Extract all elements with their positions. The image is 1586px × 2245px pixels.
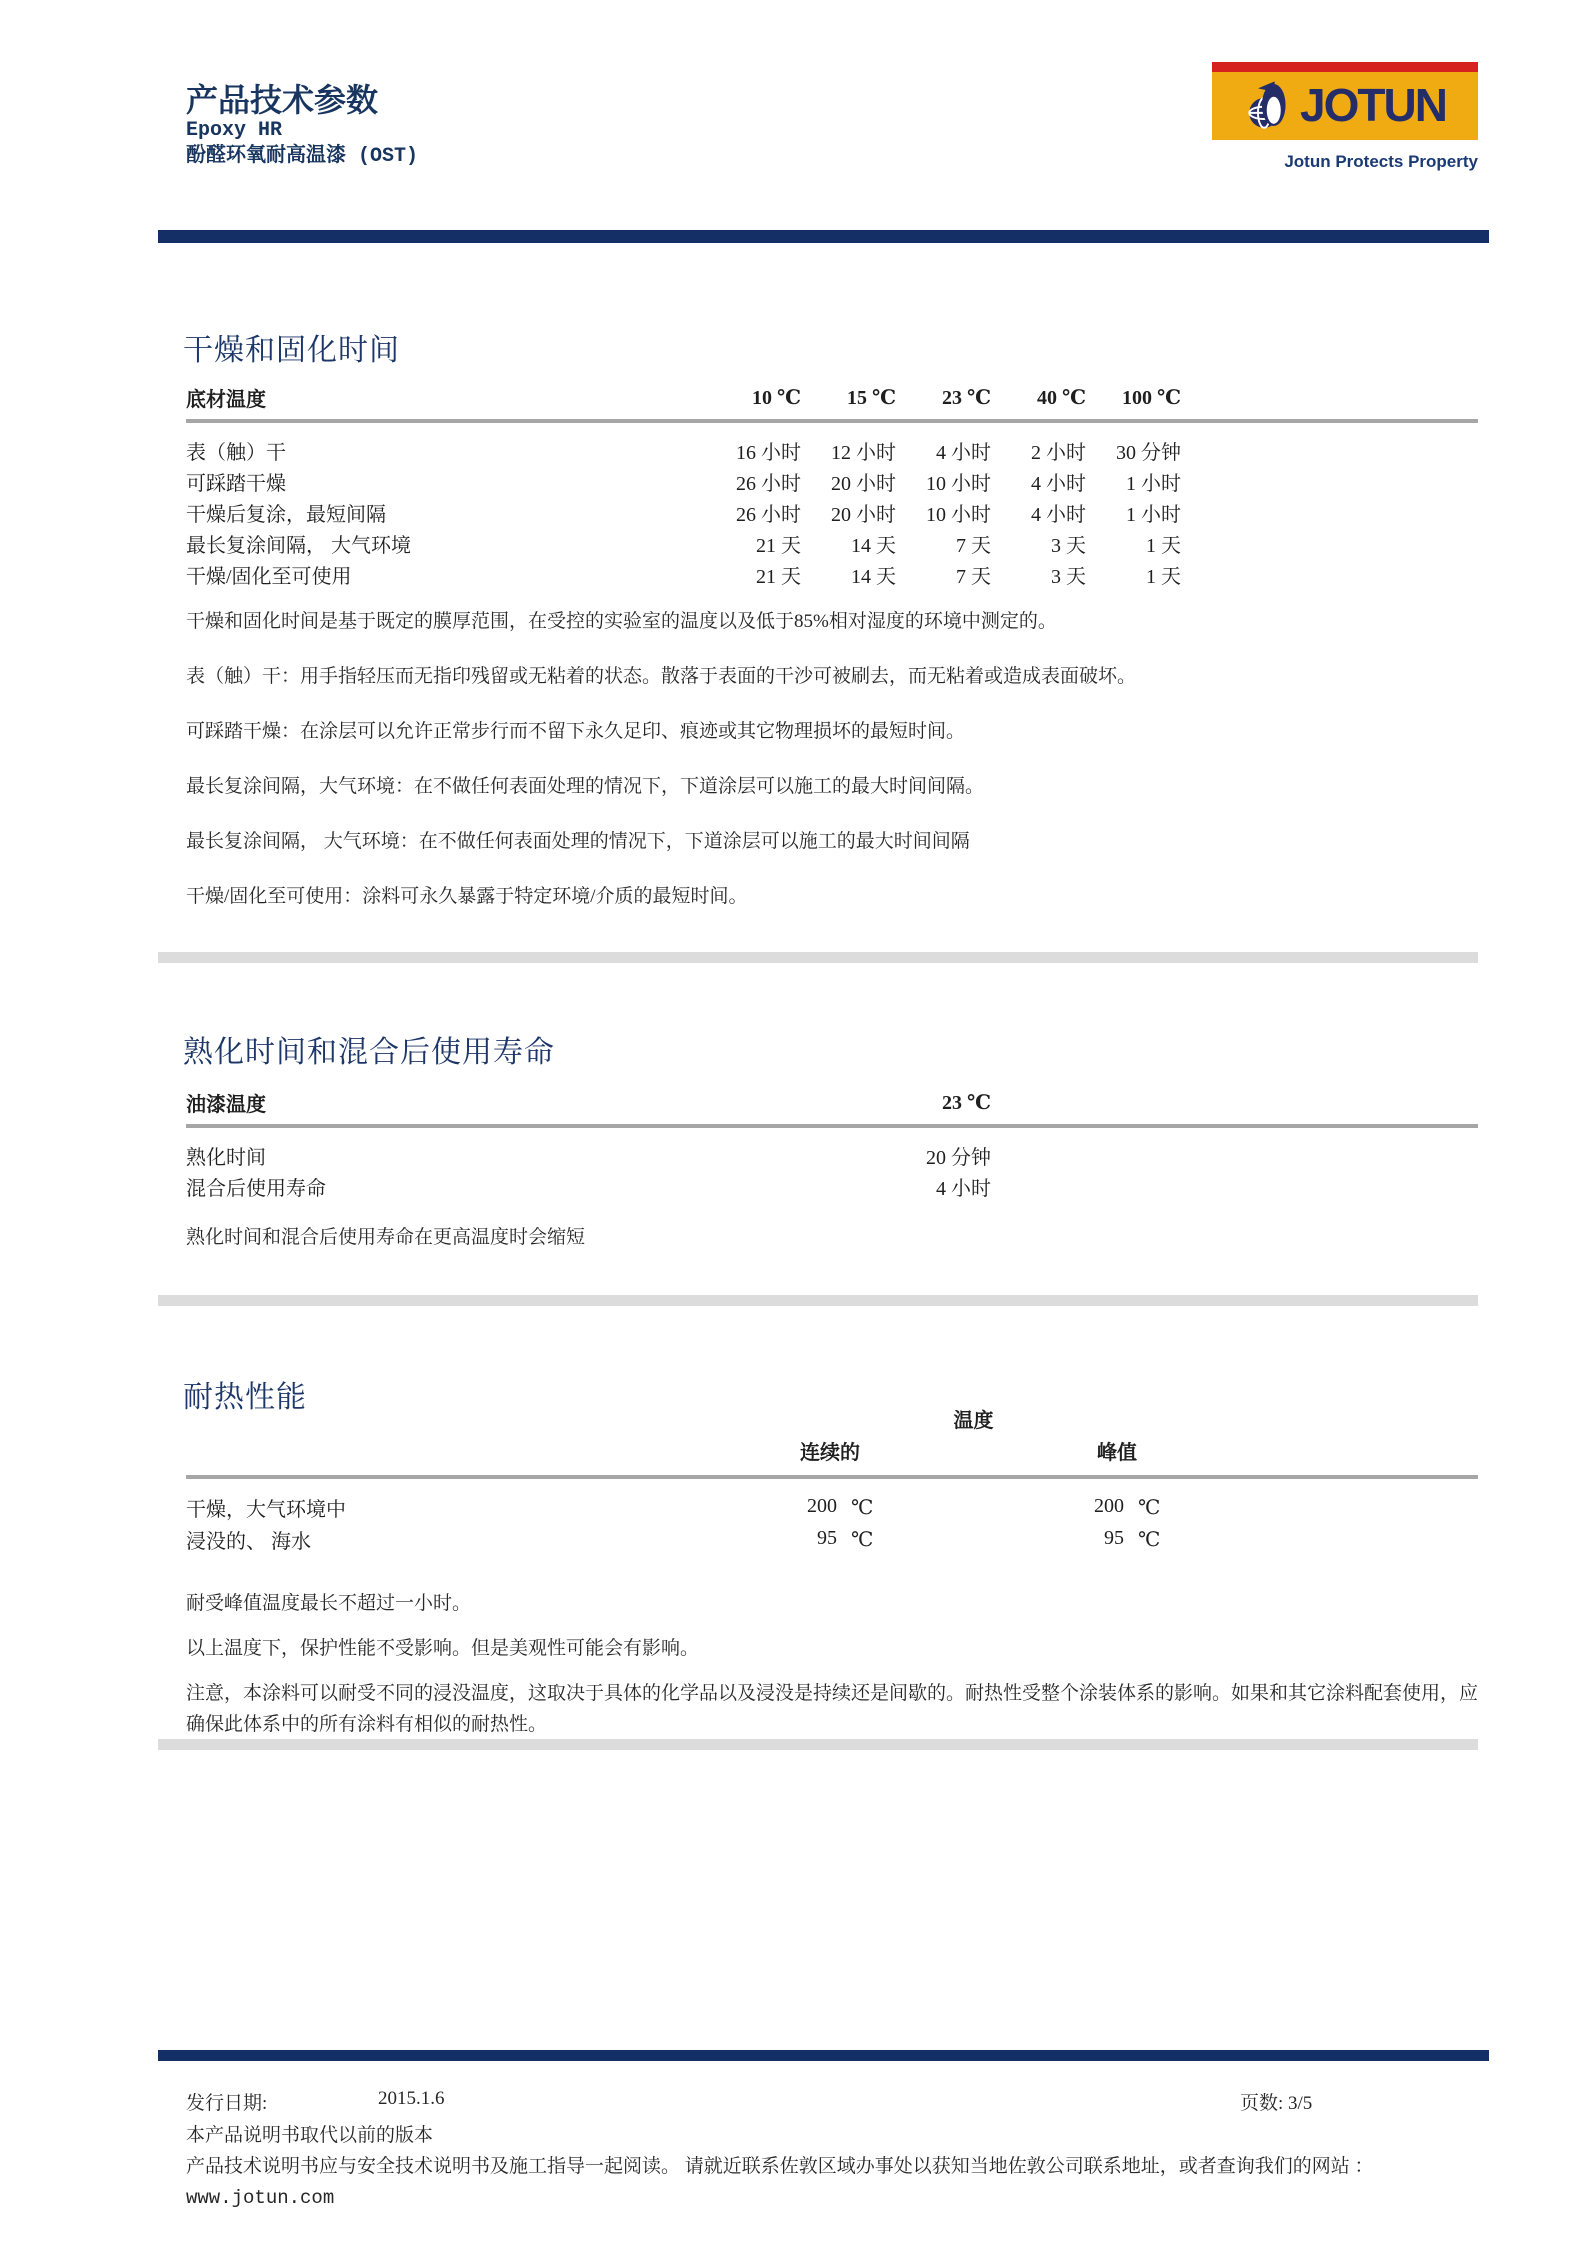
jotun-logo xyxy=(1212,62,1478,172)
cell-value: 10 小时 xyxy=(926,504,991,526)
pot-life-table xyxy=(186,1088,1478,1202)
column-header-15c: 15 ℃ xyxy=(847,386,896,409)
column-header-23c: 23 ℃ xyxy=(942,386,991,409)
table-row xyxy=(186,435,1478,466)
footer-line-read-with: 产品技术说明书应与安全技术说明书及施工指导一起阅读。 请就近联系佐敦区域办事处以获知当地佐敦公司联系地址，或者查询我们的网站 ： xyxy=(186,2156,1374,2177)
logo-tagline: Jotun Protects Property xyxy=(1284,152,1478,171)
note-paragraph: 注意，本涂料可以耐受不同的浸没温度，这取决于具体的化学品以及浸没是持续还是间歇的。耐热性受整个涂装体系的影响。如果和其它涂料配套使用，应确保此体系中的所有涂料有相似的耐热性。 xyxy=(186,1683,1479,1735)
row-label: 干燥/固化至可使用 xyxy=(186,566,352,588)
value-unit: ℃ xyxy=(1138,1528,1161,1551)
drying-notes xyxy=(186,612,1448,942)
cell-value: 2 小时 xyxy=(1031,442,1086,464)
column-header-10c: 10 ℃ xyxy=(752,386,801,409)
issue-date-label: 发行日期: xyxy=(186,2093,268,2114)
footer-disclaimer xyxy=(186,2126,1486,2219)
section-title-heat: 耐热性能 xyxy=(183,1380,307,1414)
row-label: 干燥，大气环境中 xyxy=(186,1498,346,1521)
cell-value: 4 小时 xyxy=(1031,473,1086,495)
row-label: 可踩踏干燥 xyxy=(186,473,286,495)
footer-line-supersedes: 本产品说明书取代以前的版本 xyxy=(186,2125,434,2146)
cell-value: 7 天 xyxy=(956,535,991,557)
table-row xyxy=(186,1140,1478,1171)
table-header-rule xyxy=(186,1475,1478,1479)
cell-value: 26 小时 xyxy=(736,473,801,495)
cell-value: 1 天 xyxy=(1146,566,1181,588)
value-unit: ℃ xyxy=(851,1528,874,1551)
column-header-peak: 峰值 xyxy=(1097,1441,1137,1464)
issue-date-value: 2015.1.6 xyxy=(378,2088,445,2109)
website-link[interactable]: www.jotun.com xyxy=(186,2187,335,2209)
value-unit: ℃ xyxy=(851,1496,874,1519)
pot-life-note: 熟化时间和混合后使用寿命在更高温度时会缩短 xyxy=(186,1227,586,1248)
cell-value: 1 小时 xyxy=(1126,473,1181,495)
cell-value: 14 天 xyxy=(851,535,896,557)
column-header-substrate-temp: 底材温度 xyxy=(186,388,266,411)
table-row xyxy=(186,1171,1478,1202)
cell-value: 1 小时 xyxy=(1126,504,1181,526)
drying-table xyxy=(186,383,1478,590)
cell-value xyxy=(1027,1495,1207,1520)
cell-value: 4 小时 xyxy=(936,1178,991,1200)
heat-notes xyxy=(186,1588,1486,1754)
cell-value: 3 天 xyxy=(1051,566,1086,588)
drying-table-header-row xyxy=(186,383,1478,411)
cell-value: 3 天 xyxy=(1051,535,1086,557)
cell-value: 14 天 xyxy=(851,566,896,588)
section-divider xyxy=(158,1295,1478,1306)
cell-value xyxy=(1027,1527,1207,1552)
heat-column-header-row xyxy=(186,1433,1478,1467)
row-label: 干燥后复涂，最短间隔 xyxy=(186,504,386,526)
note-paragraph: 可踩踏干燥：在涂层可以允许正常步行而不留下永久足印、痕迹或其它物理损坏的最短时间。 xyxy=(186,721,966,742)
cell-value: 1 天 xyxy=(1146,535,1181,557)
note-paragraph: 耐受峰值温度最长不超过一小时。 xyxy=(186,1593,472,1614)
cell-value: 12 小时 xyxy=(831,442,896,464)
pot-life-header-row xyxy=(186,1088,1478,1116)
value-number: 200 xyxy=(1094,1494,1124,1517)
cell-value: 10 小时 xyxy=(926,473,991,495)
cell-value xyxy=(740,1495,920,1520)
column-header-continuous: 连续的 xyxy=(800,1441,860,1464)
page-number: 页数: 3/5 xyxy=(1240,2093,1313,2114)
section-divider xyxy=(158,952,1478,963)
cell-value: 21 天 xyxy=(756,535,801,557)
logo-inner xyxy=(1244,77,1446,133)
product-description: 酚醛环氧耐高温漆 (OST) xyxy=(186,145,419,168)
group-header-temperature: 温度 xyxy=(953,1409,994,1432)
logo-box xyxy=(1212,62,1478,140)
column-header-40c: 40 ℃ xyxy=(1037,386,1086,409)
section-title-drying: 干燥和固化时间 xyxy=(183,333,400,367)
footer-navy-bar xyxy=(158,2050,1489,2061)
product-name: Epoxy HR xyxy=(186,119,283,142)
note-paragraph: 最长复涂间隔， 大气环境：在不做任何表面处理的情况下，下道涂层可以施工的最大时间间隔 xyxy=(186,831,970,852)
note-paragraph: 干燥和固化时间是基于既定的膜厚范围，在受控的实验室的温度以及低于85%相对湿度的环境中测定的。 xyxy=(186,611,1057,632)
table-row xyxy=(186,528,1478,559)
section-title-pot-life: 熟化时间和混合后使用寿命 xyxy=(183,1035,555,1069)
column-header-paint-temp: 油漆温度 xyxy=(186,1093,266,1116)
logo-red-stripe xyxy=(1212,62,1478,72)
cell-value: 4 小时 xyxy=(1031,504,1086,526)
page-title: 产品技术参数 xyxy=(186,82,379,119)
row-label: 浸没的、 海水 xyxy=(186,1530,311,1553)
cell-value: 16 小时 xyxy=(736,442,801,464)
cell-value: 7 天 xyxy=(956,566,991,588)
column-header-23c: 23 ℃ xyxy=(942,1091,991,1114)
row-label: 熟化时间 xyxy=(186,1147,266,1169)
cell-value: 20 小时 xyxy=(831,473,896,495)
table-row xyxy=(186,497,1478,528)
note-paragraph: 干燥/固化至可使用：涂料可永久暴露于特定环境/介质的最短时间。 xyxy=(186,886,748,907)
table-row xyxy=(186,1523,1478,1555)
cell-value: 20 分钟 xyxy=(926,1147,991,1169)
product-block xyxy=(186,118,418,170)
logo-wordmark: JOTUN xyxy=(1300,79,1446,131)
cell-value: 26 小时 xyxy=(736,504,801,526)
cell-value: 30 分钟 xyxy=(1116,442,1181,464)
column-header-100c: 100 ℃ xyxy=(1122,386,1181,409)
row-label: 表（触）干 xyxy=(186,442,286,464)
cell-value: 21 天 xyxy=(756,566,801,588)
value-number: 95 xyxy=(1104,1526,1124,1549)
value-number: 95 xyxy=(817,1526,837,1549)
row-label: 混合后使用寿命 xyxy=(186,1178,326,1200)
cell-value: 4 小时 xyxy=(936,442,991,464)
table-row xyxy=(186,1491,1478,1523)
table-row xyxy=(186,559,1478,590)
row-label: 最长复涂间隔， 大气环境 xyxy=(186,535,411,557)
value-number: 200 xyxy=(807,1494,837,1517)
note-paragraph: 表（触）干：用手指轻压而无指印残留或无粘着的状态。散落于表面的干沙可被刷去，而无粘着或造成表面破坏。 xyxy=(186,666,1137,687)
value-unit: ℃ xyxy=(1138,1496,1161,1519)
header-navy-bar xyxy=(158,230,1489,243)
table-row xyxy=(186,466,1478,497)
cell-value xyxy=(740,1527,920,1552)
section-divider xyxy=(158,1739,1478,1750)
table-header-rule xyxy=(186,1124,1478,1128)
cell-value: 20 小时 xyxy=(831,504,896,526)
penguin-globe-icon xyxy=(1244,77,1300,133)
note-paragraph: 以上温度下，保护性能不受影响。但是美观性可能会有影响。 xyxy=(186,1638,700,1659)
note-paragraph: 最长复涂间隔，大气环境：在不做任何表面处理的情况下，下道涂层可以施工的最大时间间隔。 xyxy=(186,776,985,797)
heat-group-header-row xyxy=(186,1403,1478,1433)
heat-table xyxy=(186,1403,1478,1555)
table-header-rule xyxy=(186,419,1478,423)
